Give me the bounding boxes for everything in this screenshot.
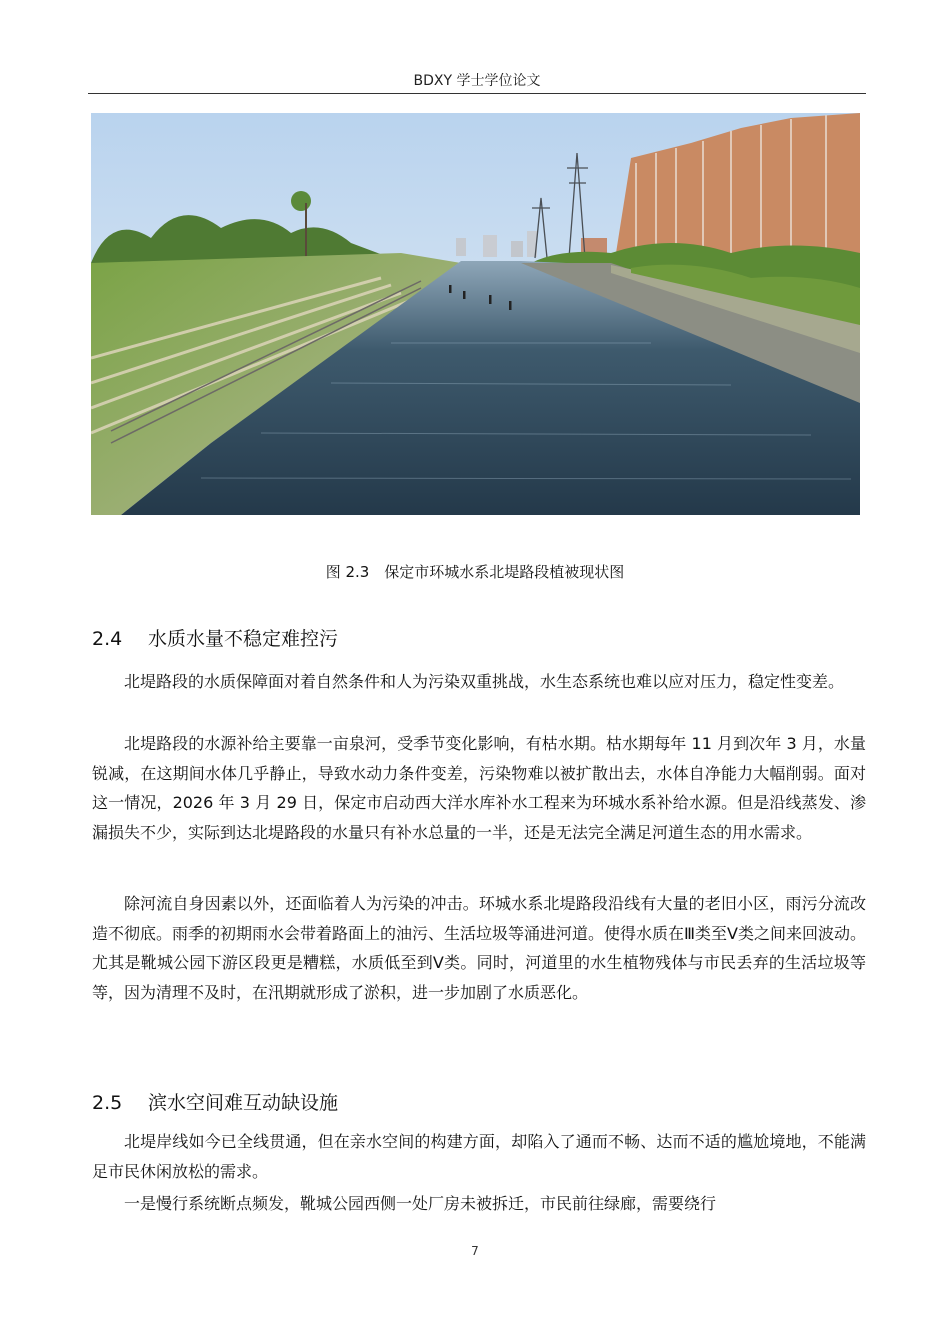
section-title: 滨水空间难互动缺设施	[148, 1092, 339, 1114]
section-title: 水质水量不稳定难控污	[148, 628, 339, 650]
section-heading-2-4	[92, 624, 338, 651]
running-header: BDXY 学士学位论文	[413, 73, 541, 89]
river-photo	[91, 113, 860, 515]
paragraph: 北堤路段的水质保障面对着自然条件和人为污染双重挑战，水生态系统也难以应对压力，稳定性变差。	[124, 672, 845, 691]
paragraph: 北堤路段的水源补给主要靠一亩泉河，受季节变化影响，有枯水期。枯水期每年 11 月到次年 3 月，水量锐减，在这期间水体几乎静止，导致水动力条件变差，污染物难以被扩散出去，水体自净能力大幅削弱。面对这一情况，2026 年 3 月 29 日，保定市启动西大洋水库补水工程来为环城水系补给水源。但是沿线蒸发、渗漏损失不少，实际到达北堤路段的水量只有补水总量的一半，还是无法完全满足河道生态的用水需求。	[92, 734, 866, 843]
page-number: 7	[471, 1244, 479, 1258]
paragraph: 一是慢行系统断点频发，靴城公园西侧一处厂房未被拆迁，市民前往绿廊，需要绕行	[124, 1194, 717, 1213]
header-rule	[88, 93, 866, 94]
section-number: 2.5	[92, 1092, 123, 1114]
figure-caption: 图 2.3 保定市环城水系北堤路段植被现状图	[325, 563, 625, 581]
section-heading-2-5	[92, 1088, 338, 1115]
paragraph: 北堤岸线如今已全线贯通，但在亲水空间的构建方面，却陷入了通而不畅、达而不适的尴尬境地，不能满足市民休闲放松的需求。	[92, 1132, 866, 1181]
paragraph: 除河流自身因素以外，还面临着人为污染的冲击。环城水系北堤路段沿线有大量的老旧小区，雨污分流改造不彻底。雨季的初期雨水会带着路面上的油污、生活垃圾等涌进河道。使得水质在Ⅲ类至Ⅴ类之间来回波动。尤其是靴城公园下游区段更是糟糕，水质低至到Ⅴ类。同时，河道里的水生植物残体与市民丢弃的生活垃圾等等，因为清理不及时，在汛期就形成了淤积，进一步加剧了水质恶化。	[92, 894, 866, 1003]
section-number: 2.4	[92, 628, 123, 650]
